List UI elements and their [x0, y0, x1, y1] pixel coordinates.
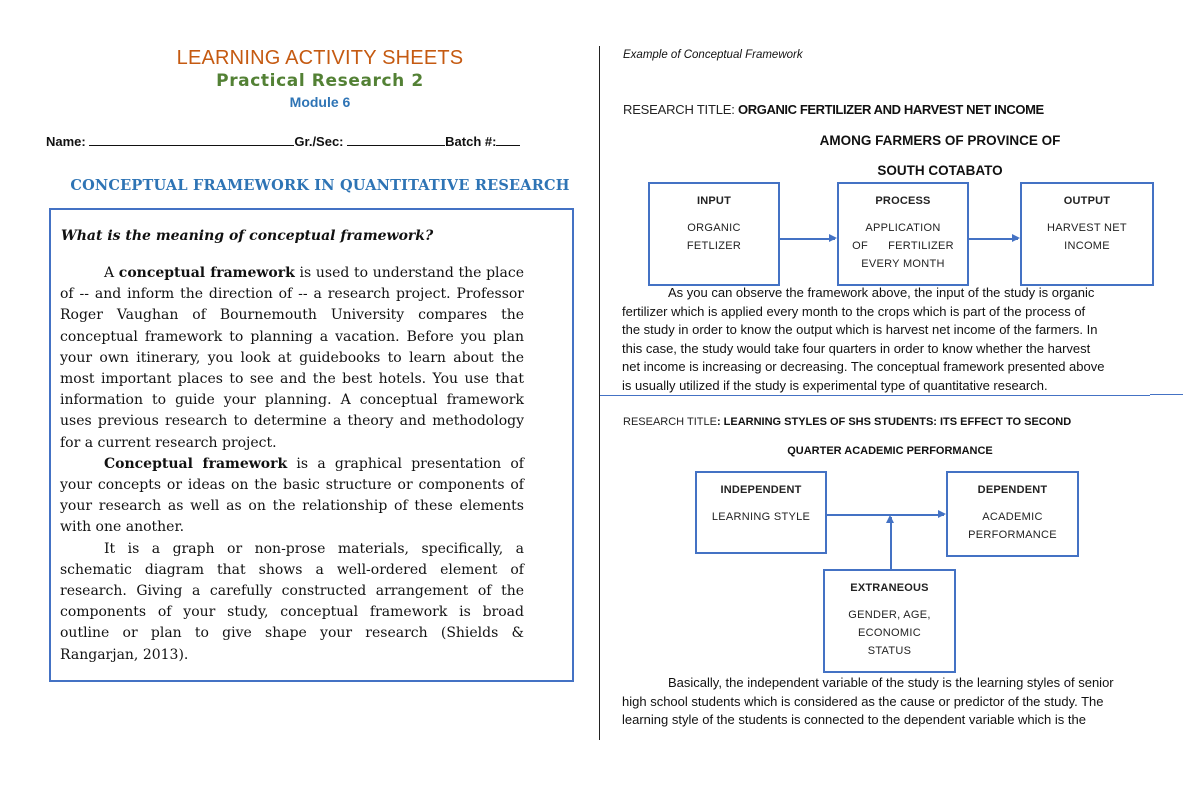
- extraneous-variable-box: EXTRANEOUS GENDER, AGE, ECONOMIC STATUS: [823, 569, 956, 673]
- explanation-2: Basically, the independent variable of the study is the learning styles of senior high school students which is considered as the cause or predictor of the study. The learning style of the students is connected to the dependent variable which is the: [622, 675, 1114, 728]
- name-field[interactable]: [89, 133, 294, 146]
- arrow-extraneous-to-relationship: [890, 517, 892, 569]
- grsec-field[interactable]: [347, 133, 445, 146]
- research-title-1-line2: AMONG FARMERS OF PROVINCE OF: [819, 133, 1061, 148]
- output-box: OUTPUT HARVEST NET INCOME: [1020, 182, 1154, 286]
- page-divider: [599, 46, 600, 740]
- arrow-process-to-output: [969, 238, 1018, 240]
- student-info-row: [46, 133, 520, 149]
- research-title-1: RESEARCH TITLE: ORGANIC FERTILIZER AND HARVEST NET INCOME: [623, 102, 1044, 117]
- explanation-1: As you can observe the framework above, the input of the study is organic fertilizer which is applied every month to the crops which is part of the process of the study in order to know the output which is harvest net income of the farmers. In this case, the study would take four quarters in order to know whether the harvest net income is increasing or decreasing. The conceptual framework presented above is usually utilized if the study is experimental type of quantitative research.: [622, 285, 1105, 393]
- subject-title: Practical Research 2: [216, 71, 424, 91]
- batch-field[interactable]: [496, 133, 520, 146]
- process-box: PROCESS APPLICATION OF FERTILIZER EVERY MONTH: [837, 182, 969, 286]
- research-title-2: RESEARCH TITLE: LEARNING STYLES OF SHS STUDENTS: ITS EFFECT TO SECOND: [623, 416, 1072, 428]
- term-conceptual-framework: conceptual framework: [118, 265, 295, 281]
- document-title: LEARNING ACTIVITY SHEETS: [176, 47, 464, 69]
- independent-variable-box: INDEPENDENT LEARNING STYLE: [695, 471, 827, 554]
- section-rule: [600, 395, 1150, 396]
- input-box: INPUT ORGANIC FETLIZER: [648, 182, 780, 286]
- name-label: Name:: [46, 134, 86, 149]
- dependent-variable-box: DEPENDENT ACADEMIC PERFORMANCE: [946, 471, 1079, 557]
- definition-question: What is the meaning of conceptual framework?: [61, 228, 434, 244]
- batch-label: Batch #:: [445, 134, 497, 149]
- research-title-2-line2: QUARTER ACADEMIC PERFORMANCE: [787, 445, 993, 457]
- definition-paragraph-1: A conceptual framework is used to understand the place of -- and inform the direction of -- a research project. Professor Roger Vaughan of Bournemouth University compares the conceptual framework to planning a vacation. Before you plan your own itinerary, you look at guidebooks to learn about the most important places to see and the best hotels. You use that information to guide your planning. A conceptual framework uses previous research to determine a theory and methodology for a current research project.: [60, 265, 525, 451]
- section-heading: CONCEPTUAL FRAMEWORK IN QUANTITATIVE RESEARCH: [70, 177, 570, 194]
- definition-body: [60, 263, 524, 666]
- module-label: Module 6: [289, 94, 351, 110]
- definition-paragraph-2: Conceptual framework is a graphical presentation of your concepts or ideas on the basic structure or components of your research as well as on the relationship of these elements with one another.: [60, 455, 524, 536]
- arrow-input-to-process: [780, 238, 835, 240]
- section-rule-end: [1150, 394, 1183, 395]
- term-conceptual-framework-2: Conceptual framework: [104, 455, 288, 472]
- research-title-1-line3: SOUTH COTABATO: [877, 163, 1003, 178]
- grsec-label: Gr./Sec:: [294, 134, 344, 149]
- example-label: Example of Conceptual Framework: [623, 49, 803, 61]
- definition-paragraph-3: It is a graph or non-prose materials, specifically, a schematic diagram that shows a well-ordered element of research. Giving a carefully constructed arrangement of the components of your study, conceptual framework is broad outline or plan to give shape your research (Shields & Rangarjan, 2013).: [60, 540, 524, 663]
